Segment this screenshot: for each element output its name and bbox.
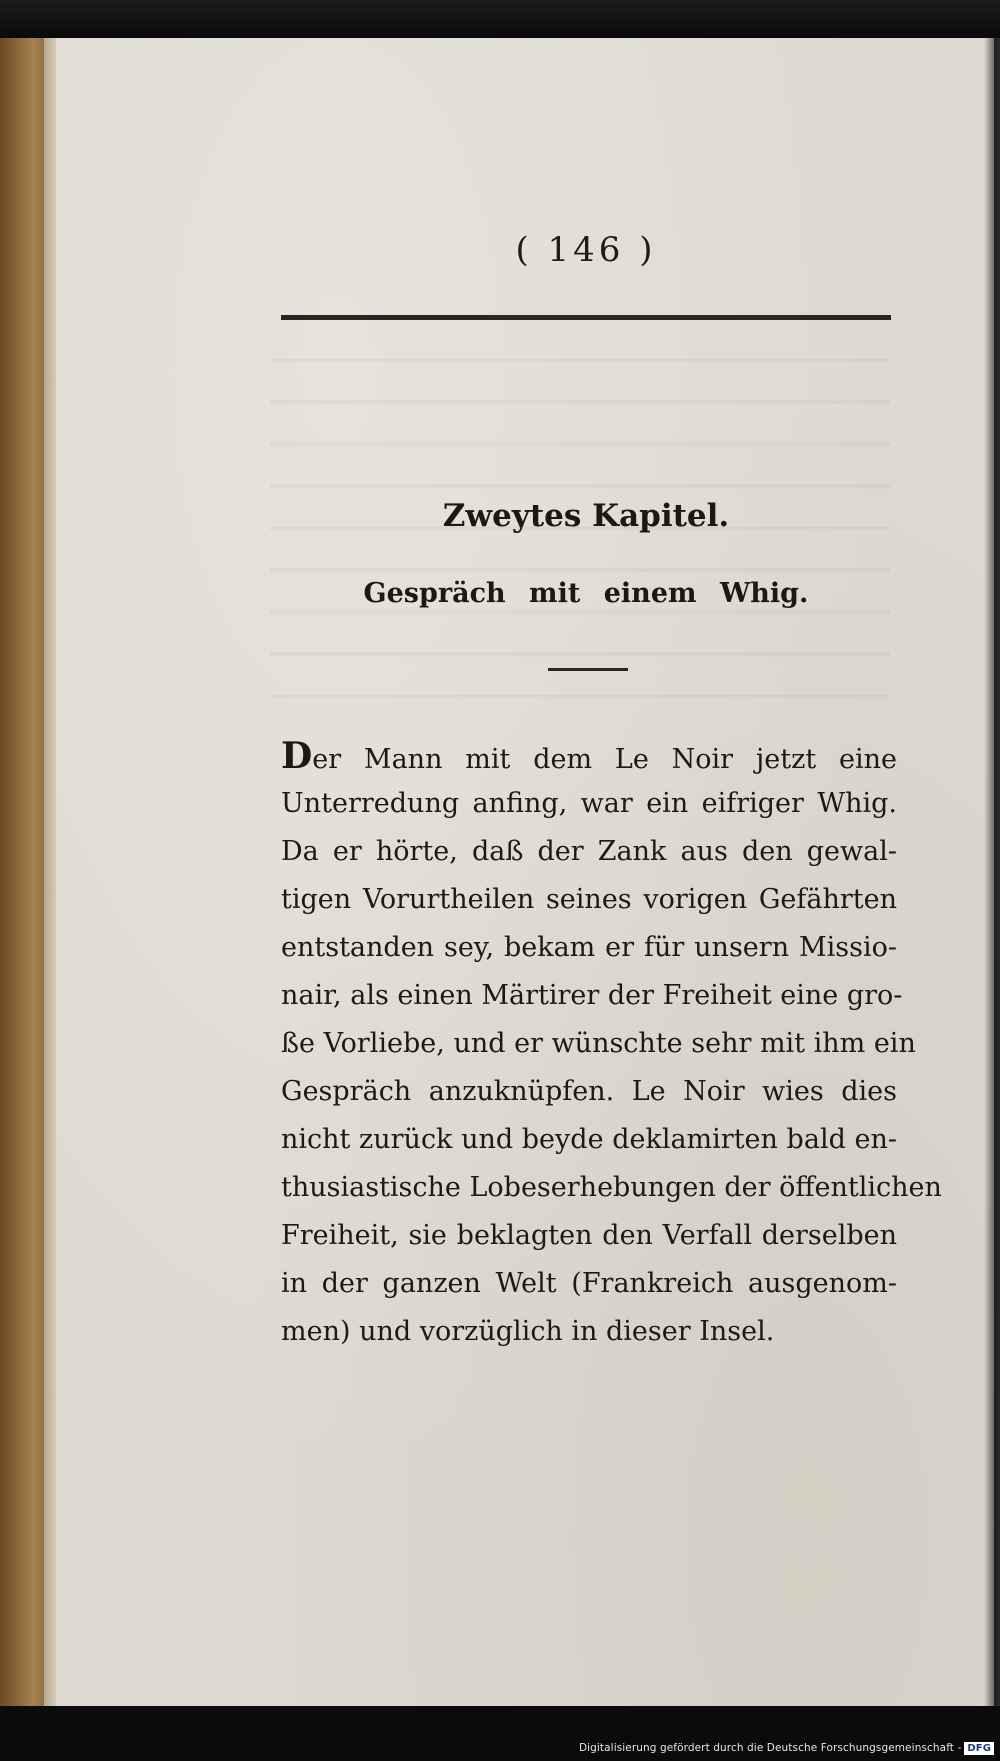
section-divider (548, 668, 628, 671)
page-shadow (984, 38, 1000, 1706)
top-border (0, 0, 1000, 38)
text-line: Gespräch anzuknüpfen. Le Noir wies dies (281, 1076, 897, 1107)
chapter-title: Zweytes Kapitel. (442, 498, 730, 534)
text-line: entstanden sey, bekam er für unsern Missio- (281, 932, 897, 963)
initial-letter: D (281, 735, 313, 777)
page-number: ( 146 ) (515, 230, 657, 270)
credit-text: Digitalisierung gefördert durch die Deutsche Forschungsgemeinschaft - (578, 1742, 962, 1754)
header-rule (281, 315, 891, 320)
text-line: nicht zurück und beyde deklamirten bald en- (281, 1124, 897, 1155)
digitization-credit (579, 1742, 994, 1755)
text-line: Da er hörte, daß der Zank aus den gewal- (281, 836, 897, 867)
text-line: in der ganzen Welt (Frankreich ausgenom- (281, 1268, 897, 1299)
text-line: men) und vorzüglich in dieser Insel. (281, 1316, 775, 1347)
chapter-subtitle: Gespräch mit einem Whig. (363, 578, 809, 609)
text-line: tigen Vorurtheilen seines vorigen Gefährten (281, 884, 897, 915)
text-line: Freiheit, sie beklagten den Verfall derselben (281, 1220, 897, 1251)
text-line: thusiastische Lobeserhebungen der öffentlichen (281, 1172, 942, 1203)
text-line-content: er Mann mit dem Le Noir jetzt eine (312, 744, 897, 775)
text-line: nair, als einen Märtirer der Freiheit eine gro- (281, 980, 903, 1011)
body-text (281, 732, 942, 1356)
text-line: Unterredung anfing, war ein eifriger Whig. (281, 788, 897, 819)
text-line (281, 732, 897, 780)
text-line: ße Vorliebe, und er wünschte sehr mit ihm ein (281, 1028, 916, 1059)
dfg-logo-icon: DFG (964, 1742, 994, 1755)
